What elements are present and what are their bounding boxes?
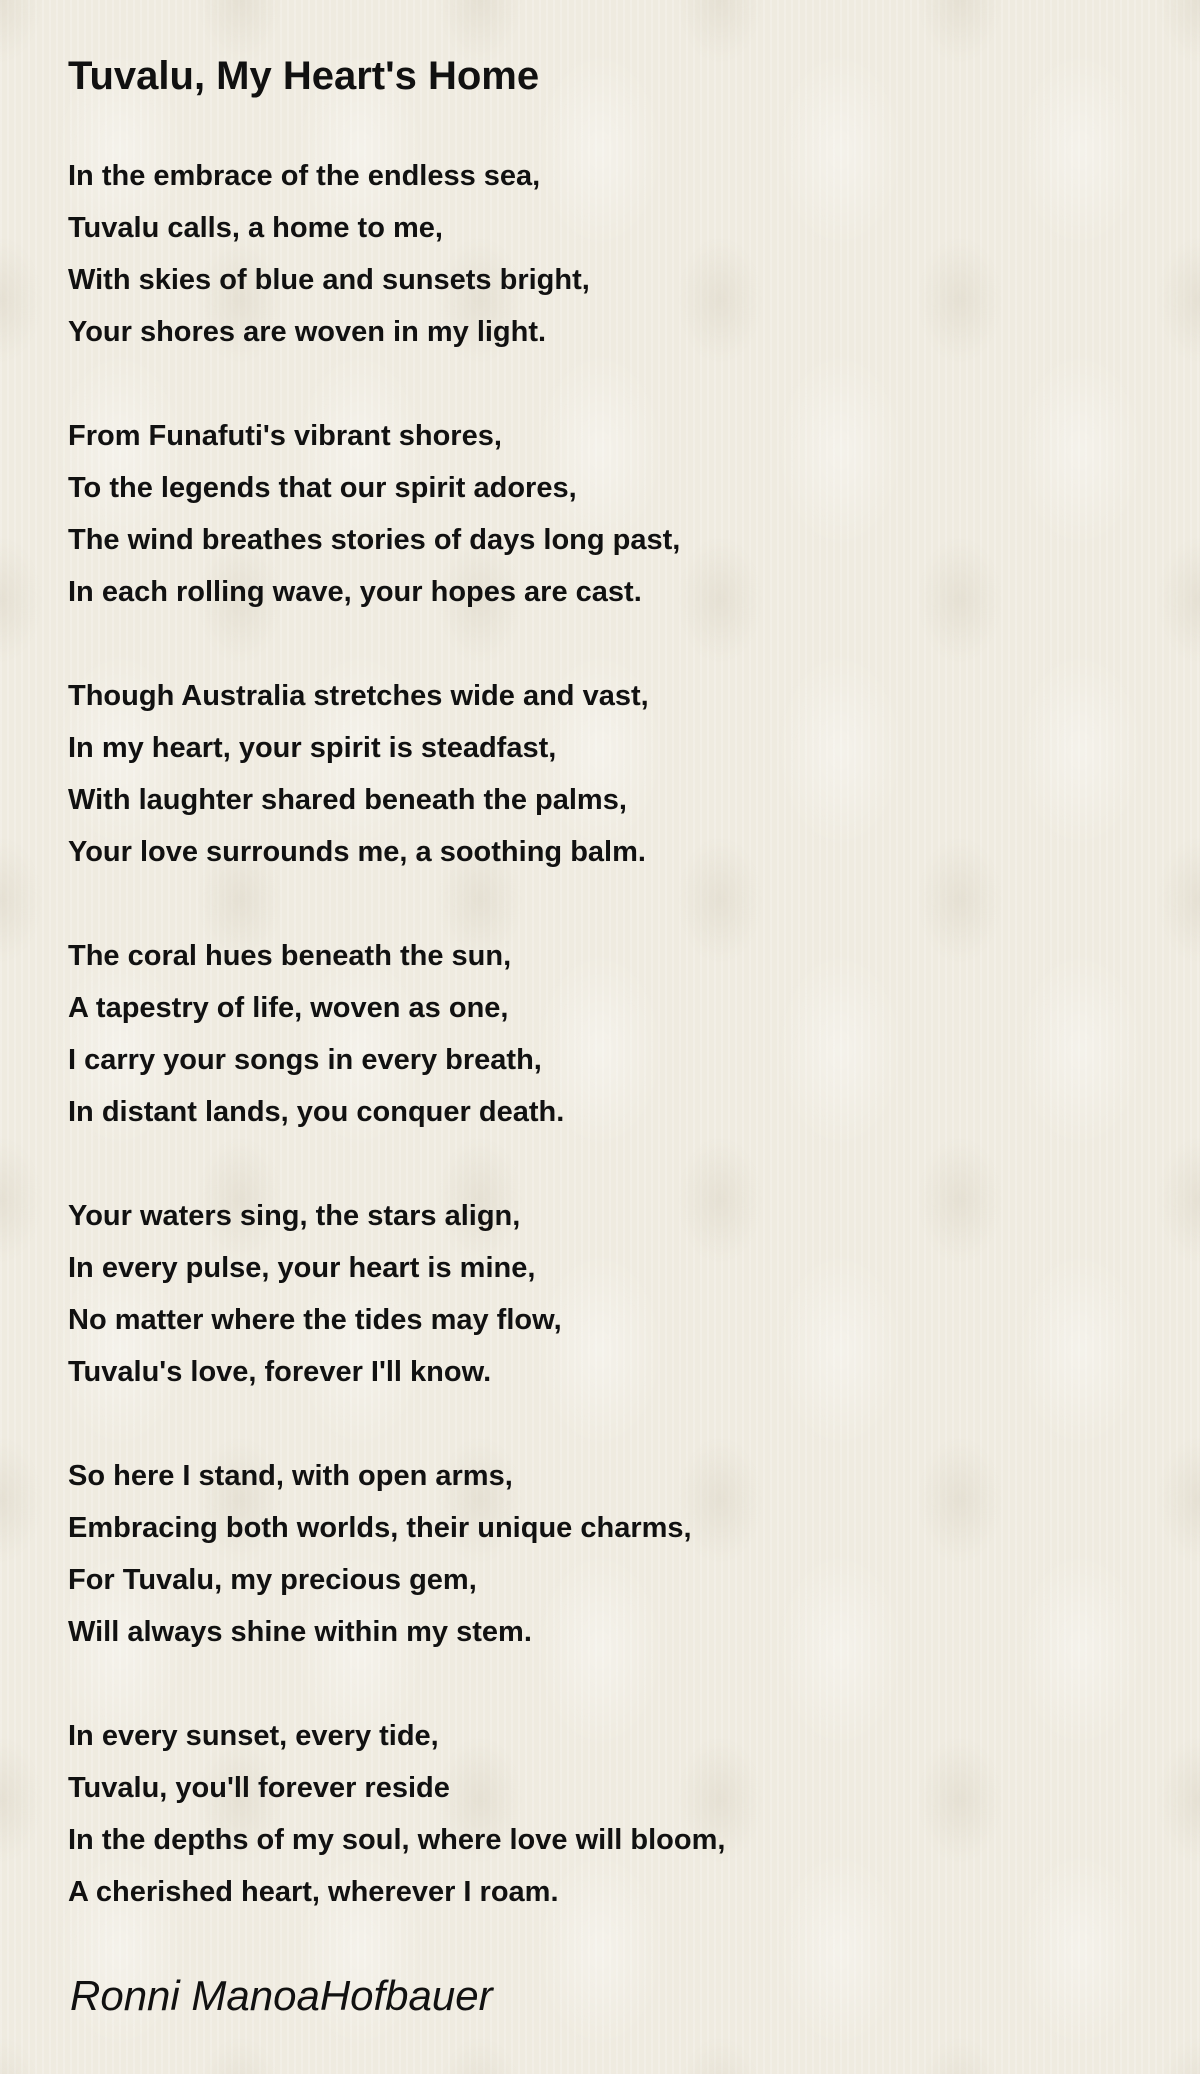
- poem-line: With laughter shared beneath the palms,: [68, 784, 627, 816]
- stanza-4: [68, 930, 1148, 1138]
- poem-line: Tuvalu's love, forever I'll know.: [68, 1356, 492, 1388]
- poem-line: Though Australia stretches wide and vast,: [68, 680, 649, 712]
- poem-line: Your waters sing, the stars align,: [68, 1200, 521, 1232]
- poem-line: The coral hues beneath the sun,: [68, 940, 512, 972]
- poem-line: Your shores are woven in my light.: [68, 316, 547, 348]
- poem-title: Tuvalu, My Heart's Home: [68, 54, 540, 98]
- stanza-2: [68, 410, 1148, 618]
- poem-line: For Tuvalu, my precious gem,: [68, 1564, 477, 1596]
- poem-line: So here I stand, with open arms,: [68, 1460, 513, 1492]
- poem-line: With skies of blue and sunsets bright,: [68, 264, 590, 296]
- stanza-3: [68, 670, 1148, 878]
- poem-line: In every pulse, your heart is mine,: [68, 1252, 536, 1284]
- stanza-7: [68, 1710, 1148, 1918]
- poem-line: No matter where the tides may flow,: [68, 1304, 562, 1336]
- stanza-1: [68, 150, 1148, 358]
- poem-line: In my heart, your spirit is steadfast,: [68, 732, 557, 764]
- poem-line: Tuvalu, you'll forever reside: [68, 1772, 450, 1804]
- poem-body: [68, 150, 1148, 1970]
- poem-line: From Funafuti's vibrant shores,: [68, 420, 502, 452]
- poem-line: To the legends that our spirit adores,: [68, 472, 577, 504]
- stanza-6: [68, 1450, 1148, 1658]
- poem-line: In distant lands, you conquer death.: [68, 1096, 565, 1128]
- poem-line: Embracing both worlds, their unique charms,: [68, 1512, 692, 1544]
- poem-line: In the depths of my soul, where love will bloom,: [68, 1824, 726, 1856]
- poem-line: A tapestry of life, woven as one,: [68, 992, 509, 1024]
- stanza-5: [68, 1190, 1148, 1398]
- poem-line: Your love surrounds me, a soothing balm.: [68, 836, 646, 868]
- poem-author: Ronni ManoaHofbauer: [70, 1972, 493, 2019]
- poem-line: I carry your songs in every breath,: [68, 1044, 542, 1076]
- poem-line: Tuvalu calls, a home to me,: [68, 212, 443, 244]
- poem-line: A cherished heart, wherever I roam.: [68, 1876, 559, 1908]
- poem-line: Will always shine within my stem.: [68, 1616, 532, 1648]
- poem-line: In each rolling wave, your hopes are cast.: [68, 576, 642, 608]
- poem-line: The wind breathes stories of days long past,: [68, 524, 681, 556]
- poem-line: In the embrace of the endless sea,: [68, 160, 541, 192]
- poem-line: In every sunset, every tide,: [68, 1720, 439, 1752]
